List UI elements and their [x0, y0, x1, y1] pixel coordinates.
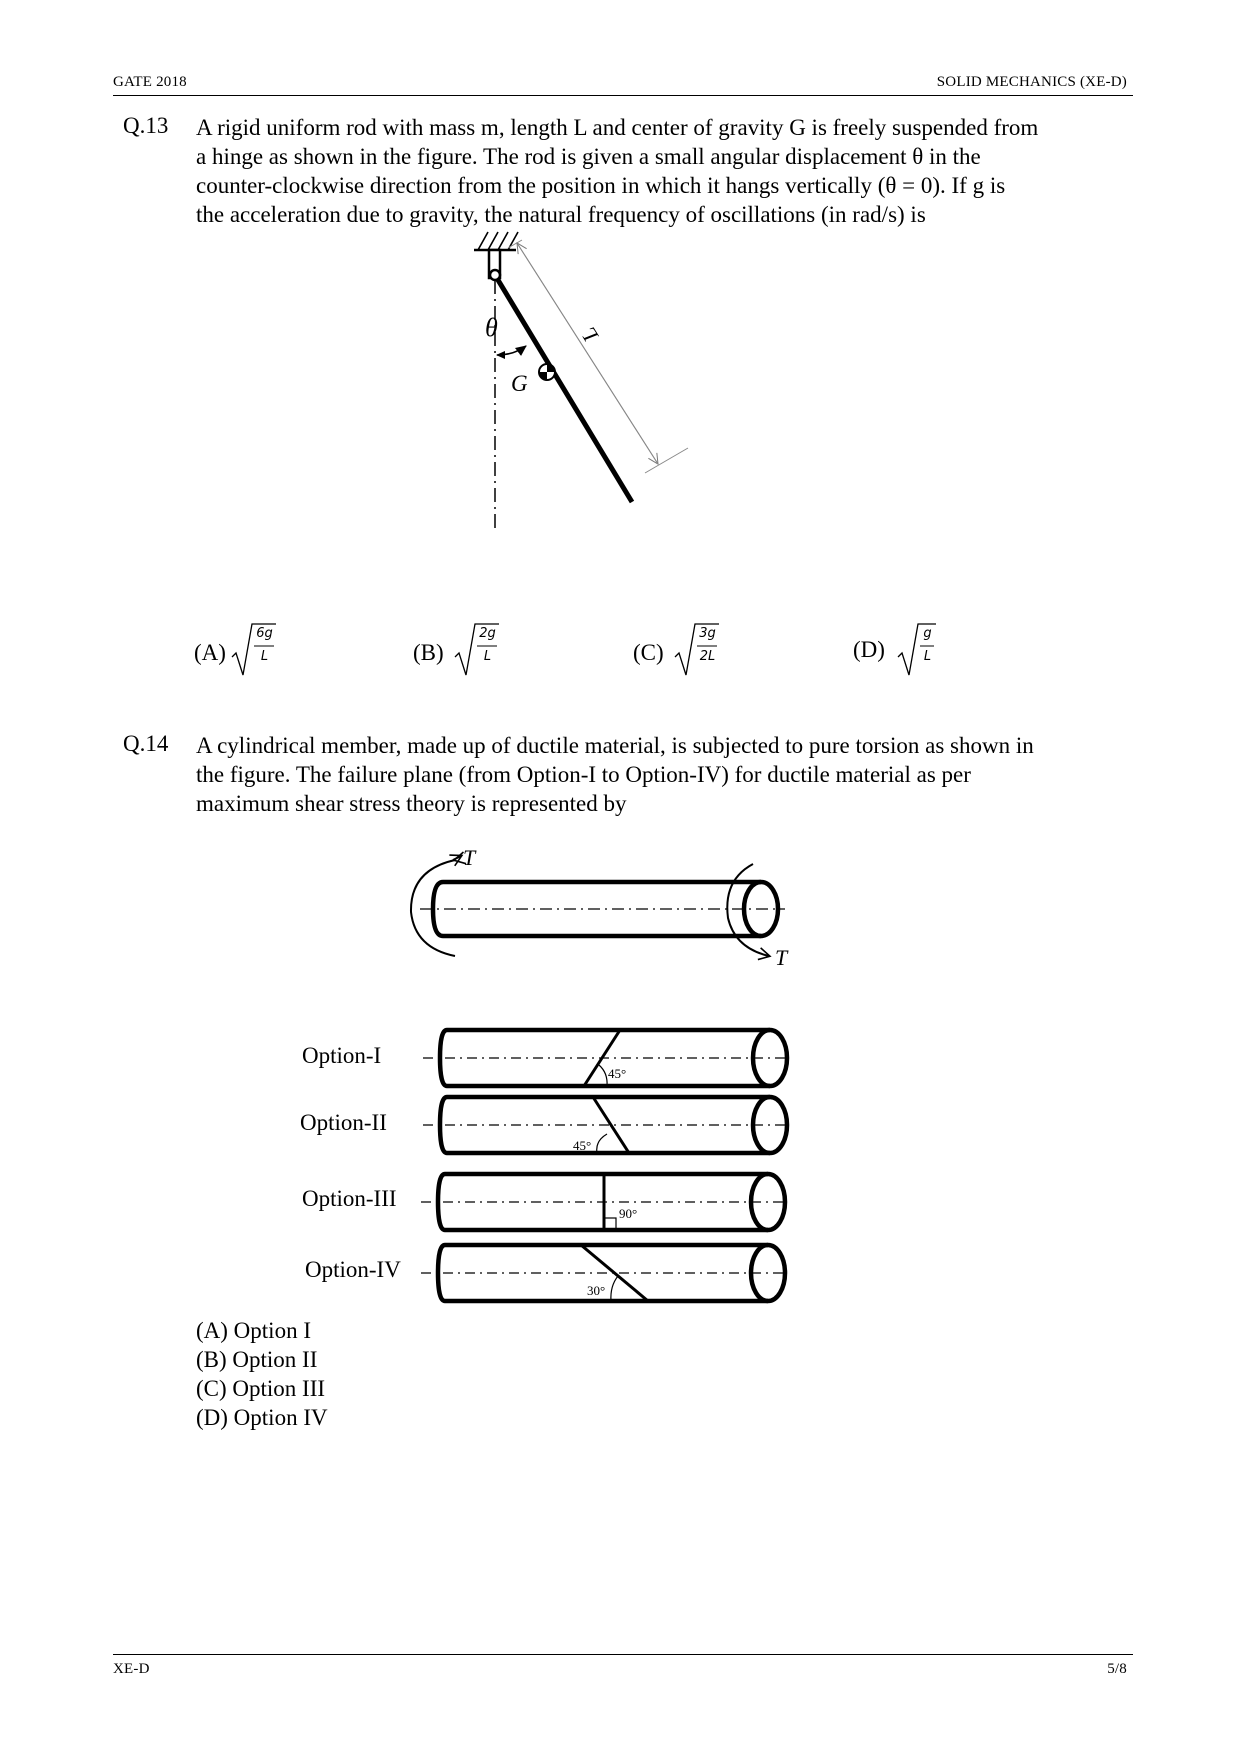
q14-answer-c: (C) Option III: [196, 1376, 326, 1401]
q14-text: [196, 731, 1120, 818]
hinge-pin: [490, 270, 500, 280]
q13-option-c-denominator: 2L: [699, 649, 716, 664]
q14-line-3: maximum shear stress theory is represented by: [196, 791, 627, 816]
footer-right: 5/8: [1107, 1661, 1127, 1677]
q13-option-d-denominator: L: [923, 649, 932, 664]
option-ii-label: Option-II: [300, 1110, 387, 1135]
option-iii-label: Option-III: [302, 1186, 397, 1211]
option-iv-angle: 30°: [587, 1283, 606, 1298]
option-ii-angle: 45°: [573, 1138, 592, 1153]
q14-line-2: the figure. The failure plane (from Option-I to Option-IV) for ductile material as per: [196, 762, 971, 787]
torsion-figure: [405, 840, 805, 1000]
length-label: L: [575, 322, 604, 347]
option-iii-cylinder: [415, 1170, 800, 1236]
option-i-label: Option-I: [302, 1043, 382, 1068]
header-left: GATE 2018: [113, 74, 187, 90]
q14-answer-d: (D) Option IV: [196, 1405, 328, 1430]
option-iv-label: Option-IV: [305, 1257, 401, 1282]
option-i-cylinder: [415, 1025, 800, 1091]
q14-number: Q.14: [123, 731, 169, 756]
torque-label-left: T: [463, 845, 476, 870]
q13-option-d-label: (D): [853, 637, 885, 662]
q13-option-b-denominator: L: [483, 649, 492, 664]
q13-line-2: a hinge as shown in the figure. The rod is given a small angular displacement θ in the: [196, 144, 981, 169]
q13-option-a-label: (A): [194, 640, 226, 665]
header-right: SOLID MECHANICS (XE-D): [936, 74, 1127, 90]
theta-label: θ: [485, 313, 498, 342]
footer-left: XE-D: [113, 1661, 150, 1677]
q13-option-c-label: (C): [633, 640, 664, 665]
header-rule: [113, 95, 1133, 96]
g-label: G: [511, 371, 528, 396]
q13-figure: [470, 220, 780, 600]
q13-option-a-denominator: L: [260, 649, 269, 664]
length-dimension: [508, 240, 688, 473]
option-ii-cylinder: [415, 1094, 800, 1160]
q13-option-c-numerator: 3g: [699, 626, 716, 641]
q13-line-3: counter-clockwise direction from the position in which it hangs vertically (θ = 0). If g is: [196, 173, 1006, 198]
q13-line-4: the acceleration due to gravity, the natural frequency of oscillations (in rad/s) is: [196, 202, 926, 227]
option-i-angle: 45°: [608, 1066, 627, 1081]
q13-number: Q.13: [123, 113, 169, 138]
torque-label-right: T: [775, 945, 788, 970]
q13-option-b-numerator: 2g: [479, 626, 496, 641]
q14-answer-a: (A) Option I: [196, 1318, 311, 1343]
center-of-gravity-symbol: [539, 364, 555, 380]
q13-option-a-numerator: 6g: [256, 626, 273, 641]
q13-option-d-numerator: g: [923, 626, 932, 641]
q14-line-1: A cylindrical member, made up of ductile material, is subjected to pure torsion as shown in: [196, 733, 1034, 758]
option-iii-angle: 90°: [619, 1206, 638, 1221]
q13-line-1: A rigid uniform rod with mass m, length L and center of gravity G is freely suspended from: [196, 115, 1039, 140]
q14-answer-b: (B) Option II: [196, 1347, 318, 1372]
option-iv-cylinder: [415, 1242, 800, 1308]
q13-option-b-label: (B): [413, 640, 444, 665]
footer-rule: [113, 1654, 1133, 1655]
q13-text: [196, 113, 1120, 229]
